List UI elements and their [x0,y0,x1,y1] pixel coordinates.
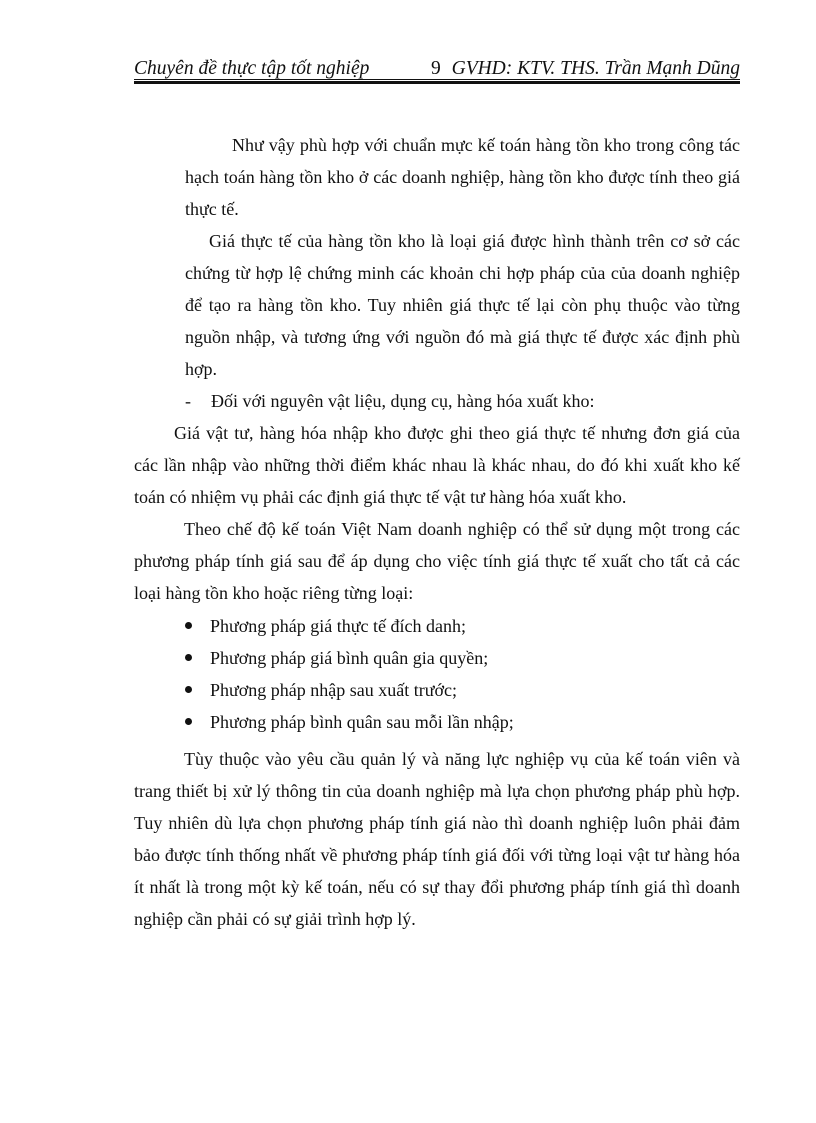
method-list [185,610,514,738]
list-item: Phương pháp giá thực tế đích danh; [185,610,514,642]
bullet-icon [185,654,192,661]
paragraph-5: Tùy thuộc vào yêu cầu quản lý và năng lực nghiệp vụ của kế toán viên và trang thiết bị xử lý thông tin của doanh nghiệp mà lựa chọn phương pháp phù hợp. Tuy nhiên dù lựa chọn phương pháp tính giá nào thì doanh nghiệp luôn phải đảm bảo được tính thống nhất về phương pháp tính giá đối với từng loại vật tư hàng hóa ít nhất là trong một kỳ kế toán, nếu có sự thay đổi phương pháp tính giá thì doanh nghiệp cần phải có sự giải trình hợp lý. [134,749,740,929]
bullet-icon [185,686,192,693]
bullet-icon [185,622,192,629]
header-rule-thin [134,79,740,80]
paragraph-3: Giá vật tư, hàng hóa nhập kho được ghi theo giá thực tế nhưng đơn giá của các lần nhập vào những thời điểm khác nhau là khác nhau, do đó khi xuất kho kế toán có nhiệm vụ phải các định giá thực tế vật tư hàng hóa xuất kho. [134,423,740,507]
dash-list-item [185,385,594,417]
list-item: Phương pháp nhập sau xuất trước; [185,674,514,706]
page-number: 9 [431,58,441,79]
supervisor-name: GVHD: KTV. THS. Trần Mạnh Dũng [451,58,740,79]
list-item: Phương pháp giá bình quân gia quyền; [185,642,514,674]
bullet-icon [185,718,192,725]
list-item: Phương pháp bình quân sau mỗi lần nhập; [185,706,514,738]
dash-item-text: Đối với nguyên vật liệu, dụng cụ, hàng hóa xuất kho: [211,391,595,411]
paragraph-4: Theo chế độ kế toán Việt Nam doanh nghiệp có thể sử dụng một trong các phương pháp tính giá sau để áp dụng cho việc tính giá thực tế xuất cho tất cả các loại hàng tồn kho hoặc riêng từng loại: [134,519,740,603]
paragraph-2: Giá thực tế của hàng tồn kho là loại giá được hình thành trên cơ sở các chứng từ hợp lệ chứng minh các khoản chi hợp pháp của của doanh nghiệp để tạo ra hàng tồn kho. Tuy nhiên giá thực tế lại còn phụ thuộc vào từng nguồn nhập, và tương ứng với nguồn đó mà giá thực tế được xác định phù hợp. [185,231,740,379]
header-rule-thick [134,81,740,84]
paragraph-1: Như vậy phù hợp với chuẩn mực kế toán hàng tồn kho trong công tác hạch toán hàng tồn kho ở các doanh nghiệp, hàng tồn kho được tính theo giá thực tế. [185,135,740,219]
document-title: Chuyên đề thực tập tốt nghiệp [134,58,370,79]
dash-marker: - [185,391,191,411]
